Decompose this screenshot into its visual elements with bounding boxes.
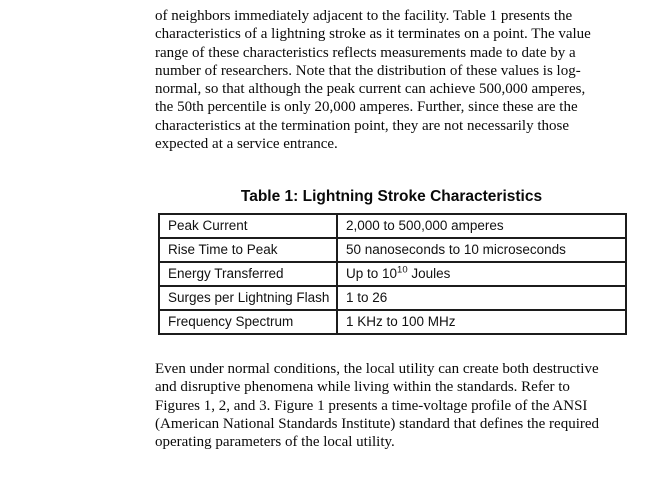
paragraph-line: range of these characteristics reflects measurements made to date by a	[155, 44, 576, 61]
value-text: Up to 10	[346, 266, 398, 281]
lightning-characteristics-table	[158, 213, 627, 335]
characteristic-value-cell: 1 to 26	[337, 286, 626, 310]
body-paragraph-top	[155, 7, 643, 153]
characteristic-value-cell: 2,000 to 500,000 amperes	[337, 214, 626, 238]
paragraph-line: Figures 1, 2, and 3. Figure 1 presents a time-voltage profile of the ANSI	[155, 397, 588, 414]
paragraph-line: normal, so that although the peak current can achieve 500,000 amperes,	[155, 81, 586, 98]
characteristic-name-cell: Frequency Spectrum	[159, 310, 337, 334]
paragraph-line: (American National Standards Institute) standard that defines the required	[155, 415, 600, 432]
table-row	[159, 262, 626, 286]
paragraph-line: characteristics at the termination point, they are not necessarily those	[155, 117, 570, 134]
paragraph-line: of neighbors immediately adjacent to the facility. Table 1 presents the	[155, 8, 573, 24]
paragraph-line: expected at a service entrance.	[155, 136, 338, 153]
characteristic-name-cell: Energy Transferred	[159, 262, 337, 286]
table-row	[159, 238, 626, 262]
value-text: Joules	[407, 266, 451, 281]
characteristic-name-cell: Surges per Lightning Flash	[159, 286, 337, 310]
paragraph-line: characteristics of a lightning stroke as it terminates on a point. The value	[155, 26, 591, 43]
paragraph-line: Even under normal conditions, the local utility can create both destructive	[155, 361, 599, 377]
body-paragraph-bottom	[155, 360, 643, 451]
table-row	[159, 286, 626, 310]
paragraph-line: and disruptive phenomena while living within the standards. Refer to	[155, 379, 570, 396]
paragraph-line: number of researchers. Note that the distribution of these values is log-	[155, 62, 581, 79]
characteristic-name-cell: Rise Time to Peak	[159, 238, 337, 262]
paragraph-line: operating parameters of the local utility.	[155, 434, 395, 451]
table-row	[159, 214, 626, 238]
characteristic-value-cell	[337, 262, 626, 286]
characteristic-name-cell: Peak Current	[159, 214, 337, 238]
superscript-exponent: 10	[397, 264, 408, 276]
characteristic-value-cell: 1 KHz to 100 MHz	[337, 310, 626, 334]
characteristic-value-cell: 50 nanoseconds to 10 microseconds	[337, 238, 626, 262]
paragraph-line: the 50th percentile is only 20,000 amperes. Further, since these are the	[155, 99, 578, 116]
table-row	[159, 310, 626, 334]
table-caption: Table 1: Lightning Stroke Characteristics	[240, 188, 543, 205]
